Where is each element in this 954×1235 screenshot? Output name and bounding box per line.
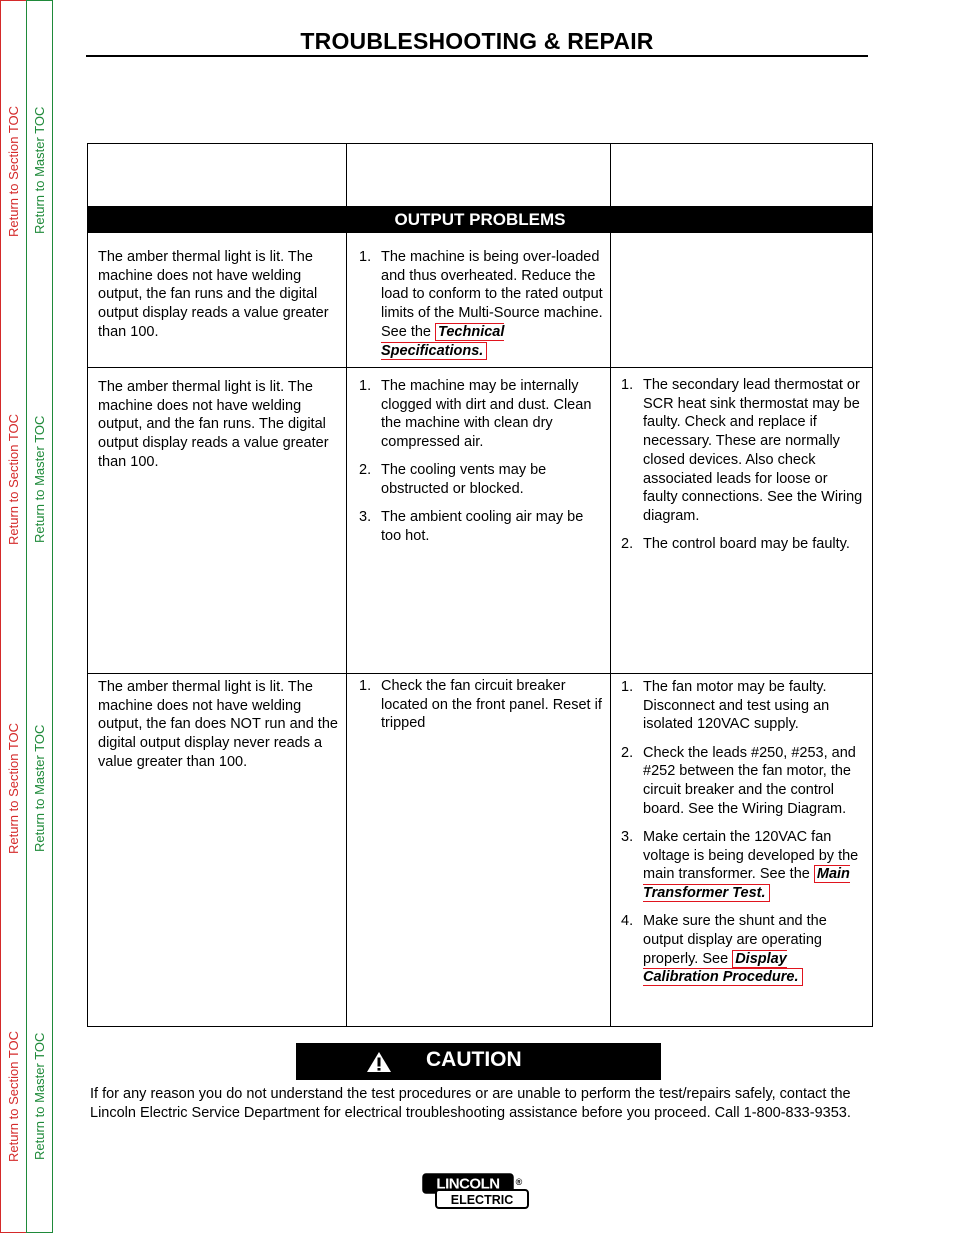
problem-text: The amber thermal light is lit. The machine does not have welding output, and the fan runs. The digital output display reads a value greater than 100.: [98, 379, 329, 470]
return-to-section-toc-link[interactable]: Return to Section TOC: [6, 1030, 21, 1162]
problem-text: The amber thermal light is lit. The machine does not have welding output, the fan does NOT run and the digital output display never reads a value greater than 100.: [98, 679, 338, 770]
list-item: [359, 677, 604, 733]
item-number: 1.: [621, 679, 634, 695]
troubleshooting-table: [87, 143, 873, 1027]
list-item: [621, 376, 866, 526]
technical-specifications-link[interactable]: Technical Specifications.: [381, 323, 505, 359]
item-text: Make certain the 120VAC fan voltage is being developed by the main transformer. See the: [643, 828, 859, 883]
problem-cell: [98, 248, 342, 342]
item-text: The control board may be faulty.: [643, 536, 850, 553]
list-item: [359, 461, 604, 498]
return-to-master-toc-link[interactable]: Return to Master TOC: [32, 1032, 47, 1160]
caution-banner: [296, 1043, 661, 1080]
item-number: 1.: [359, 678, 372, 694]
item-number: 2.: [621, 536, 634, 553]
return-to-section-toc-link[interactable]: Return to Section TOC: [6, 413, 21, 545]
item-number: 3.: [621, 828, 634, 845]
caution-text: If for any reason you do not understand the test procedures or are unable to perform the test/repairs safely, contact the Lincoln Electric Service Department for electrical troubleshooting assistance before you proceed. Call 1-800-833-9353.: [90, 1086, 851, 1121]
actions-cell: [621, 678, 866, 997]
warning-icon: [366, 1051, 392, 1073]
return-to-section-toc-link[interactable]: Return to Section TOC: [6, 722, 21, 854]
list-item: [359, 508, 604, 545]
item-number: 4.: [621, 913, 634, 930]
item-text: The cooling vents may be obstructed or blocked.: [381, 462, 547, 498]
column-divider: [346, 144, 347, 206]
display-calibration-procedure-link[interactable]: Display Calibration Procedure.: [643, 950, 803, 987]
return-to-master-toc-link[interactable]: Return to Master TOC: [32, 415, 47, 543]
item-text: Check the leads #250, #253, and #252 between the fan motor, the circuit breaker and the control board. See the Wiring Diagram.: [643, 744, 856, 817]
svg-text:ELECTRIC: ELECTRIC: [450, 1193, 514, 1207]
column-divider: [610, 233, 611, 1027]
svg-text:®: ®: [515, 1177, 523, 1187]
item-number: 2.: [359, 462, 372, 479]
item-text: The fan motor may be faulty. Disconnect and test using an isolated 120VAC supply.: [643, 679, 830, 733]
column-divider: [610, 144, 611, 206]
return-to-master-toc-link[interactable]: Return to Master TOC: [32, 724, 47, 852]
column-divider: [346, 233, 347, 1027]
problem-cell: [98, 378, 342, 472]
list-item: [359, 248, 604, 360]
item-number: 1.: [621, 377, 634, 393]
item-number: 1.: [359, 378, 372, 394]
list-item: [621, 912, 866, 987]
item-number: 3.: [359, 509, 372, 526]
actions-cell: [621, 376, 866, 563]
main-transformer-test-link[interactable]: Main Transformer Test.: [643, 866, 850, 902]
problem-text: The amber thermal light is lit. The machine does not have welding output, the fan runs and the digital output display reads a value greater than 100.: [98, 249, 329, 340]
page-title: TROUBLESHOOTING & REPAIR: [300, 28, 654, 54]
causes-cell: [359, 677, 604, 743]
list-item: [621, 535, 866, 554]
lincoln-electric-logo: [422, 1173, 530, 1210]
list-item: [621, 828, 866, 903]
item-text: Make sure the shunt and the output display are operating properly. See: [643, 913, 827, 967]
return-to-master-toc-link[interactable]: Return to Master TOC: [32, 106, 47, 234]
section-band: OUTPUT PROBLEMS: [88, 206, 872, 233]
item-number: 2.: [621, 744, 634, 761]
title-divider: [86, 55, 868, 57]
causes-cell: [359, 248, 604, 370]
item-text: The machine may be internally clogged with dirt and dust. Clean the machine with clean dry compressed air.: [381, 378, 592, 451]
svg-text:LINCOLN: LINCOLN: [436, 1175, 500, 1193]
problem-cell: [98, 678, 342, 772]
item-text: The secondary lead thermostat or SCR heat sink thermostat may be faulty. Check and replace if necessary. These are normally closed devices. Also check associated leads for loose or faulty connections. See the Wiring diagram.: [643, 377, 863, 524]
causes-cell: [359, 377, 604, 555]
return-to-section-toc-link[interactable]: Return to Section TOC: [6, 105, 21, 237]
row-divider: [88, 673, 872, 674]
list-item: [621, 744, 866, 819]
list-item: [359, 377, 604, 452]
item-text: The ambient cooling air may be too hot.: [381, 509, 584, 544]
caution-label: CAUTION: [426, 1048, 522, 1071]
item-text: Check the fan circuit breaker located on the front panel. Reset if tripped: [381, 678, 602, 732]
list-item: [621, 678, 866, 734]
item-number: 1.: [359, 249, 372, 265]
item-text: The machine is being over-loaded and thus overheated. Reduce the load to conform to the rated output limits of the Multi-Source machine. See the: [381, 249, 603, 340]
